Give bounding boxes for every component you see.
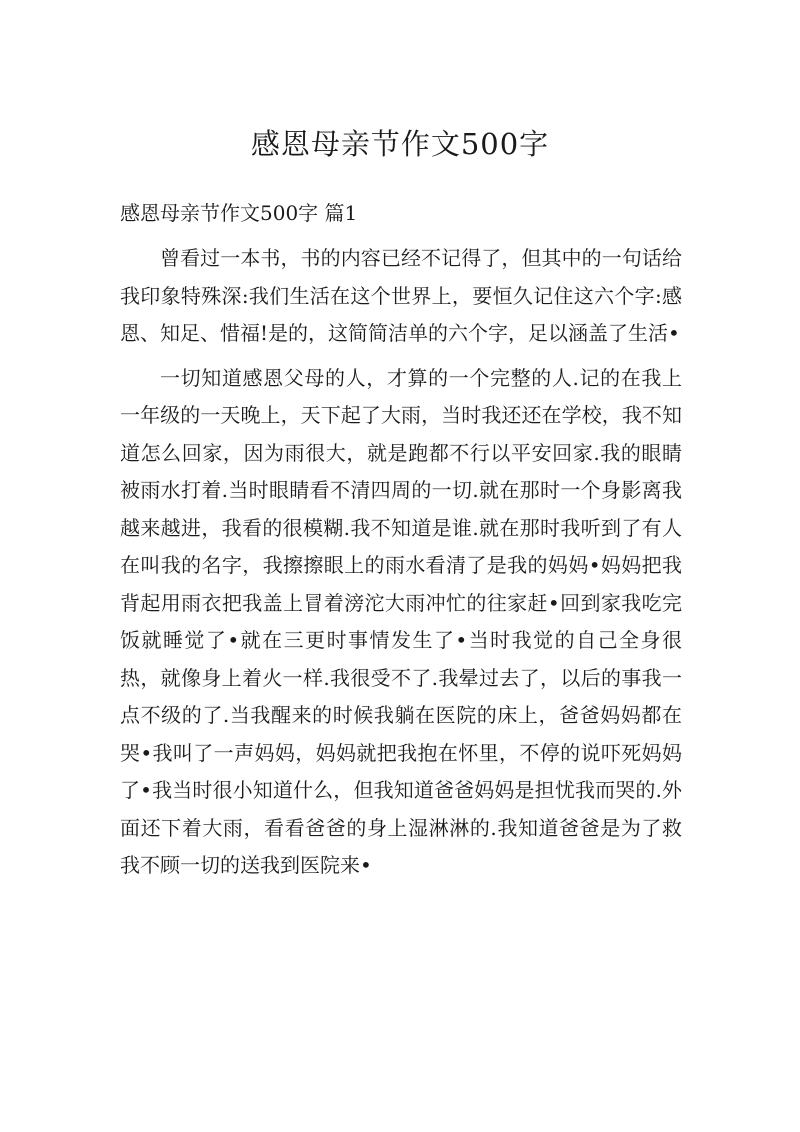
paragraph-2: 一切知道感恩父母的人，才算的一个完整的人.记的在我上一年级的一天晚上，天下起了大雨，当时我还还在学校，我不知道怎么回家，因为雨很大，就是跑都不行以平安回家.我的眼睛被雨水打着.当时眼睛看不清四周的一切.就在那时一个身影离我越来越进，我看的很模糊.我不知道是谁.就在那时我听到了有人在叫我的名字，我擦擦眼上的雨水看清了是我的妈妈•妈妈把我背起用雨衣把我盖上冒着滂沱大雨冲忙的往家赶•回到家我吃完饭就睡觉了•就在三更时事情发生了•当时我觉的自己全身很热，就像身上着火一样.我很受不了.我晕过去了，以后的事我一点不级的了.当我醒来的时候我躺在医院的床上，爸爸妈妈都在哭•我叫了一声妈妈，妈妈就把我抱在怀里，不停的说吓死妈妈了•我当时很小知道什么，但我知道爸爸妈妈是担忧我而哭的.外面还下着大雨，看看爸爸的身上湿淋淋的.我知道爸爸是为了救我不顾一切的送我到医院来•: [120, 365, 682, 877]
section-heading: 感恩母亲节作文500字 篇1: [120, 201, 358, 225]
paragraph-1: 曾看过一本书，书的内容已经不记得了，但其中的一句话给我印象特殊深:我们生活在这个世界上，要恒久记住这六个字:感恩、知足、惜福!是的，这简简洁单的六个字，足以涵盖了生活•: [120, 246, 682, 345]
essay-body: [120, 240, 682, 892]
document-title: 感恩母亲节作文500字: [250, 127, 550, 161]
